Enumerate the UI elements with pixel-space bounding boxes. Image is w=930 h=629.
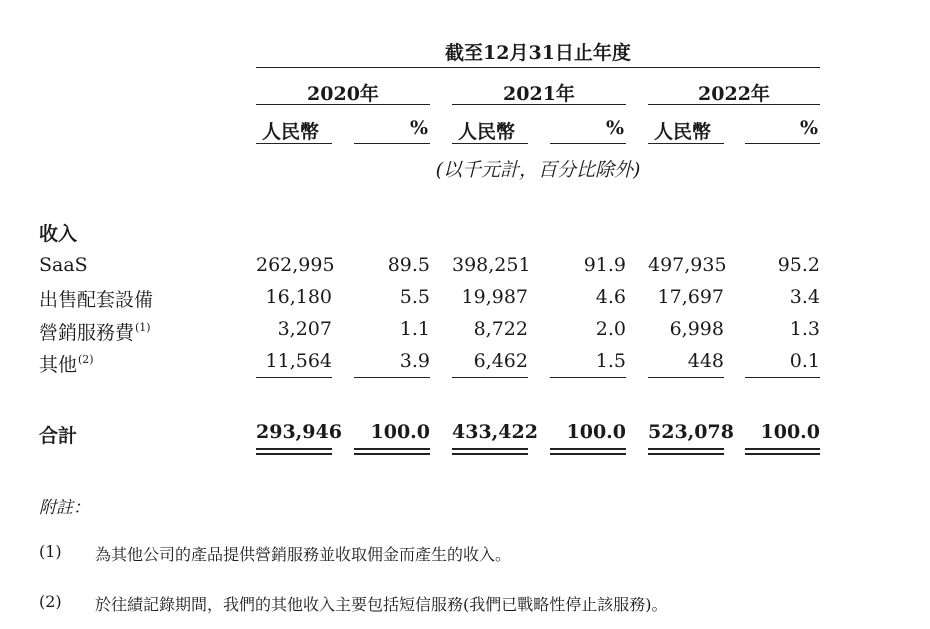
cell-2020-pct: 3.9: [399, 350, 430, 372]
column-underline: [354, 143, 430, 144]
subtotal-rule: [256, 377, 332, 378]
total-2020-pct: 100.0: [370, 421, 430, 443]
total-double-underline: [256, 448, 332, 455]
cell-2021-rmb: 8,722: [473, 318, 528, 340]
cell-2021-rmb: 19,987: [461, 286, 528, 308]
row-label-marketing-fees: 營銷服務費$^{(1)}$: [39, 320, 151, 344]
note-1-marker: (1): [39, 542, 62, 561]
year-2021-heading: 2021年: [503, 83, 575, 105]
year-2020-heading: 2020年: [307, 83, 379, 105]
cell-2021-rmb: 6,462: [473, 350, 528, 372]
note-2-marker: (2): [39, 592, 62, 611]
rmb-column-heading: 人民幣: [654, 121, 712, 143]
total-2022-rmb: 523,078: [648, 421, 734, 443]
column-underline: [648, 143, 724, 144]
total-double-underline: [745, 448, 820, 455]
percent-column-heading: %: [605, 117, 624, 139]
row-label-others: 其他$^{(2)}$: [39, 352, 94, 376]
cell-2021-rmb: 398,251: [452, 254, 531, 276]
cell-2020-rmb: 262,995: [256, 254, 335, 276]
cell-2022-rmb: 17,697: [657, 286, 724, 308]
cell-2022-pct: 1.3: [789, 318, 820, 340]
note-2-text: 於往績記錄期間，我們的其他收入主要包括短信服務(我們已戰略性停止該服務)。: [95, 595, 668, 614]
total-2020-rmb: 293,946: [256, 421, 342, 443]
year-2020-underline: [256, 104, 430, 105]
total-double-underline: [452, 448, 528, 455]
period-heading: 截至12月31日止年度: [445, 42, 631, 64]
cell-2022-pct: 3.4: [789, 286, 820, 308]
cell-2020-pct: 5.5: [399, 286, 430, 308]
cell-2020-rmb: 16,180: [265, 286, 332, 308]
column-underline: [256, 143, 332, 144]
row-label-saas: SaaS: [39, 254, 88, 276]
total-double-underline: [648, 448, 724, 455]
period-underline: [256, 67, 820, 68]
footnote-marker: (1): [135, 320, 151, 334]
cell-2022-pct: 95.2: [777, 254, 820, 276]
percent-column-heading: %: [409, 117, 428, 139]
total-2022-pct: 100.0: [760, 421, 820, 443]
note-1-text: 為其他公司的產品提供營銷服務並收取佣金而產生的收入。: [95, 545, 512, 564]
column-underline: [452, 143, 528, 144]
column-underline: [745, 143, 820, 144]
footnote-marker: (2): [78, 352, 94, 366]
cell-2020-pct: 1.1: [399, 318, 430, 340]
notes-title: 附註：: [39, 498, 90, 518]
subtotal-rule: [648, 377, 724, 378]
subtotal-rule: [550, 377, 626, 378]
cell-2021-pct: 91.9: [583, 254, 626, 276]
cell-2020-rmb: 11,564: [265, 350, 332, 372]
total-double-underline: [550, 448, 626, 455]
total-double-underline: [354, 448, 430, 455]
unit-note: (以千元計，百分比除外): [435, 159, 641, 181]
cell-2022-rmb: 497,935: [648, 254, 727, 276]
cell-2021-pct: 4.6: [595, 286, 626, 308]
year-2022-underline: [648, 104, 820, 105]
row-label-equipment: 出售配套設備: [39, 289, 154, 311]
total-2021-rmb: 433,422: [452, 421, 538, 443]
subtotal-rule: [354, 377, 430, 378]
cell-2022-pct: 0.1: [789, 350, 820, 372]
column-underline: [550, 143, 626, 144]
total-label: 合計: [39, 425, 78, 447]
subtotal-rule: [745, 377, 820, 378]
cell-2022-rmb: 448: [687, 350, 724, 372]
percent-column-heading: %: [799, 117, 818, 139]
year-2021-underline: [452, 104, 626, 105]
cell-2022-rmb: 6,998: [669, 318, 724, 340]
cell-2020-pct: 89.5: [387, 254, 430, 276]
section-title: 收入: [39, 223, 78, 245]
cell-2020-rmb: 3,207: [277, 318, 332, 340]
subtotal-rule: [452, 377, 528, 378]
cell-2021-pct: 2.0: [595, 318, 626, 340]
cell-2021-pct: 1.5: [595, 350, 626, 372]
total-2021-pct: 100.0: [566, 421, 626, 443]
year-2022-heading: 2022年: [698, 83, 770, 105]
rmb-column-heading: 人民幣: [458, 121, 516, 143]
rmb-column-heading: 人民幣: [262, 121, 320, 143]
